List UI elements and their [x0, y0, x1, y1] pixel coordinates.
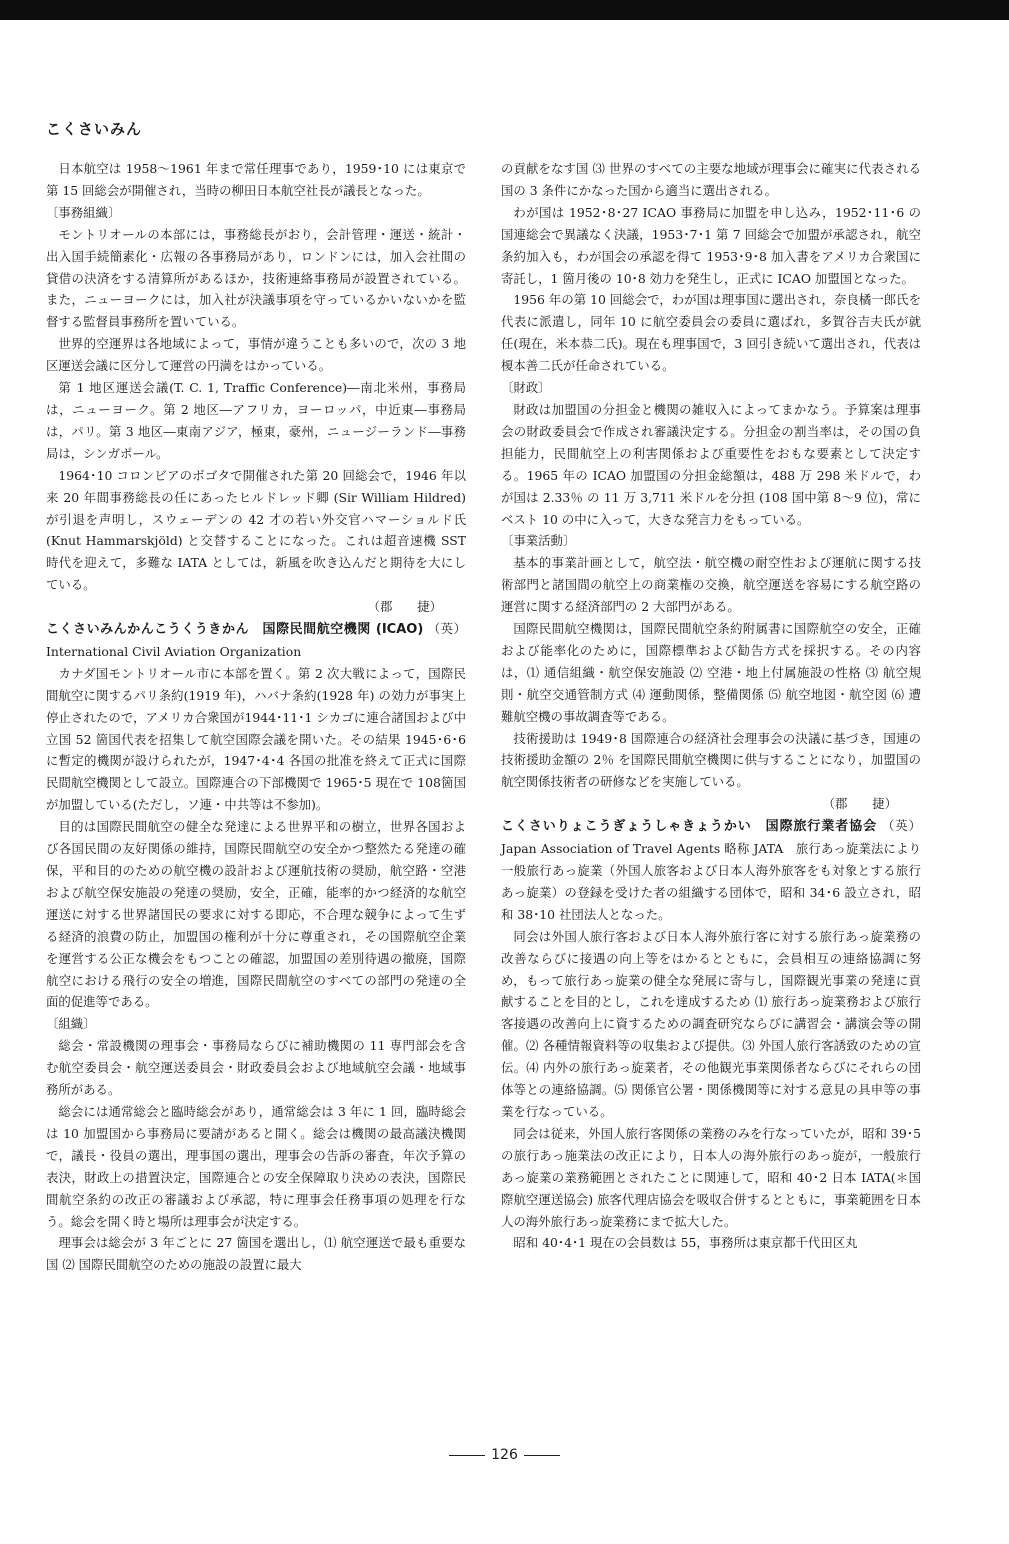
author-credit: （郡 捷） — [822, 796, 897, 812]
entry-english: （英）International Civil Aviation Organization — [46, 621, 466, 659]
paragraph: 昭和 40･4･1 現在の会員数は 55，事務所は東京都千代田区丸 — [513, 1235, 858, 1251]
paragraph: 総会・常設機関の理事会・事務局ならびに補助機関の 11 専門部会を含む航空委員会・航空運送委員会・財政委員会および地域航空会議・地域事務所がある。 — [46, 1038, 466, 1098]
paragraph: 総会には通常総会と臨時総会があり，通常総会は 3 年に 1 回，臨時総会は 10 加盟国から事務局に要請があると開く。総会は機関の最高議決機関で，議長・役員の選出，理事国の選出，理事会の告訴の審査，年次予算の表決，財政上の措置決定，国際連合との安全保障取り決めの表決，国際民間航空条約の改正の審議および承認，特に理事会任務事項の処理を行なう。総会を開く時と場所は理事会が決定する。 — [46, 1103, 466, 1229]
paragraph: 技術援助は 1949･8 国際連合の経済社会理事会の決議に基づき，国連の技術援助金額の 2％ を国際民間航空機関に供与することになり，加盟国の航空関係技術者の研修などを実施している。 — [501, 730, 921, 790]
entry-heading — [46, 618, 466, 663]
paragraph: わが国は 1952･8･27 ICAO 事務局に加盟を申し込み，1952･11･6 の国連総会で異議なく決議，1953･7･1 第 7 回総会で加盟が承認され，航空条約加入も，わが国会の承認を得て 1953･9･8 加入書をアメリカ合衆国に寄託し，1 箇月後の 10･8 効力を発生し，正式に ICAO 加盟国となった。 — [501, 204, 921, 286]
paragraph: 理事会は総会が 3 年ごとに 27 箇国を選出し，⑴ 航空運送で最も重要な国 ⑵ 国際民間航空のための施設の設置に最大 — [46, 1235, 466, 1273]
author-credit: （郡 捷） — [367, 599, 442, 615]
entry-heading — [501, 815, 921, 926]
page-number-text: 126 — [491, 1447, 518, 1463]
entry-title: こくさいみんかんこうくうきかん 国際民間航空機関 (ICAO) — [46, 622, 424, 638]
paragraph: の貢献をなす国 ⑶ 世界のすべての主要な地域が理事会に確実に代表される国の 3 条件にかなった国から適当に選出される。 — [501, 161, 921, 198]
paragraph: 基本的事業計画として，航空法・航空機の耐空性および運航に関する技術部門と諸国間の航空上の商業権の交換，航空運送を容易にする航空路の運営に関する経済部門の 2 大部門がある。 — [501, 555, 921, 615]
section-heading: 〔組織〕 — [46, 1016, 96, 1032]
section-heading: 〔事業活動〕 — [501, 533, 576, 549]
paragraph: 財政は加盟国の分担金と機関の雑収入によってまかなう。予算案は理事会の財政委員会で作成され審議決定する。分担金の割当率は，その国の負担能力，民間航空上の利害関係および重要性をおもな要素として決定する。1965 年の ICAO 加盟国の分担金総額は，488 万 298 米ドルで，わが国は 2.33％ の 11 万 3,711 米ドルを分担 (108 国中第 8～9 位)，常にベスト 10 の中に入って，大きな発言力をもっている。 — [501, 401, 921, 527]
paragraph: カナダ国モントリオール市に本部を置く。第 2 次大戦によって，国際民間航空に関するパリ条約(1919 年)，ハバナ条約(1928 年) の効力が事実上停止されたので，アメリカ合衆国が1944･11･1 シカゴに連合諸国および中立国 52 箇国代表を招集して航空国際会議を開いた。その結果 1945･6･6 に暫定的機関が設けられたが，1947･4･4 各国の批准を終えて正式に国際民間航空機関として設立。国際連合の下部機関で 1965･5 現在で 108箇国が加盟している(ただし，ソ連・中共等は不参加)。 — [46, 665, 466, 813]
dash-left — [449, 1455, 485, 1456]
top-border — [0, 0, 1009, 20]
entry-title: こくさいりょこうぎょうしゃきょうかい 国際旅行業者協会 — [501, 819, 878, 835]
paragraph: 目的は国際民間航空の健全な発達による世界平和の樹立，世界各国および各国民間の友好関係の維持，国際民間航空の安全かつ整然たる発達の確保，平和目的のための航空機の設計および運航技術の奨励，航空路・空港および航空保安施設の発達の奨励，安全，正確，能率的かつ経済的な航空運送に対する世界諸国民の要求に対する即応，不合理な競争によって生ずる経済的浪費の防止，加盟国の権利が十分に尊重され，その国際航空企業を運営する公正な機会をもつことの確認，加盟国の差別待遇の撤廃，国際航空における飛行の安全の増進，国際民間航空のすべての部門の発達の全面的促進等である。 — [46, 819, 466, 1010]
page-header: こくさいみん — [46, 120, 143, 138]
left-column — [46, 158, 466, 1276]
paragraph: 世界的空運界は各地域によって，事情が違うことも多いので，次の 3 地区運送会議に区分して運営の円満をはかっている。 — [46, 336, 466, 374]
paragraph: モントリオールの本部には，事務総長がおり，会計管理・運送・統計・出入国手続簡素化・広報の各事務局があり，ロンドンには，加入会社間の貸借の決済をする清算所があるほか，技術連絡事務局が設置されている。また，ニューヨークには，加入社が決議事項を守っているかいないかを監督する監督員事務所を置いている。 — [46, 226, 466, 330]
paragraph: 1956 年の第 10 回総会で，わが国は理事国に選出され，奈良橘一郎氏を代表に派遣し，同年 10 に航空委員会の委員に選ばれ，多賀谷吉夫氏が就任(現在，米本恭二氏)。現在も理事国で，3 回引き続いて選出され，代表は榎本善二氏が任命されている。 — [501, 292, 921, 374]
section-heading: 〔事務組織〕 — [46, 204, 121, 220]
page-number — [0, 1447, 1009, 1463]
paragraph: 第 1 地区運送会議(T. C. 1, Traffic Conference)―南北米州，事務局は，ニューヨーク。第 2 地区―アフリカ，ヨーロッパ，中近東―事務局は，パリ。第 3 地区―東南アジア，極東，豪州，ニュージーランド―事務局は，シンガポール。 — [46, 380, 466, 461]
paragraph: 同会は従来，外国人旅行客関係の業務のみを行なっていたが，昭和 39･5 の旅行あっ施業法の改正により，日本人の海外旅行のあっ旋が，一般旅行あっ旋業の業務範囲とされたことに関連して，昭和 40･2 日本 IATA(＊国際航空運送協会) 旅客代理店協会を吸収合併するとともに，事業範囲を日本人の海外旅行あっ旋業務にまで拡大した。 — [501, 1125, 921, 1229]
paragraph: 日本航空は 1958～1961 年まで常任理事であり，1959･10 には東京で第 15 回総会が開催され，当時の柳田日本航空社長が議長となった。 — [46, 161, 466, 198]
paragraph: 国際民間航空機関は，国際民間航空条約附属書に国際航空の安全，正確および能率化のために，国際標準および勧告方式を採択する。その内容は，⑴ 通信組織・航空保安施設 ⑵ 空港・地上付属施設の性格 ⑶ 航空規則・航空交通管制方式 ⑷ 運動関係，整備関係 ⑸ 航空地図・航空図 ⑹ 遭難航空機の事故調査等である。 — [501, 621, 921, 724]
section-heading: 〔財政〕 — [501, 380, 551, 396]
right-column — [501, 158, 921, 1254]
paragraph: 1964･10 コロンビアのボゴタで開催された第 20 回総会で，1946 年以来 20 年間事務総長の任にあったヒルドレッド卿 (Sir William Hildred) が引退を声明し，スウェーデンの 42 才の若い外交官ハマーショルド氏 (Knut Hammarskjöld) と交替することになった。これは超音速機 SST 時代を迎えて，多難な IATA としては，新風を吹き込んだと期待を大にしている。 — [46, 467, 466, 593]
entry-body: （英）Japan Association of Travel Agents 略称 JATA 旅行あっ旋業法により一般旅行あっ旋業（外国人旅客および日本人海外旅客をも対象とする旅行あっ旋業）の登録を受けた者の組織する団体で，昭和 34･6 設立され，昭和 38･10 社団法人となった。 — [501, 818, 921, 922]
paragraph: 同会は外国人旅行客および日本人海外旅行客に対する旅行あっ旋業務の改善ならびに接遇の向上等をはかるとともに，会員相互の連絡協調に努め，もって旅行あっ旋業の健全な発展に寄与し，国際観光事業の発達に貢献することを目的とし，これを達成するため ⑴ 旅行あっ旋業務および旅行客接遇の改善向上に資するための調査研究ならびに講習会・講演会等の開催。⑵ 各種情報資料等の収集および提供。⑶ 外国人旅行客誘致のための宣伝。⑷ 内外の旅行あっ旋業者，その他観光事業関係者ならびにそれらの団体等との連絡協調。⑸ 関係官公署・関係機関等に対する意見の具申等の事業を行なっている。 — [501, 928, 921, 1119]
dash-right — [524, 1455, 560, 1456]
